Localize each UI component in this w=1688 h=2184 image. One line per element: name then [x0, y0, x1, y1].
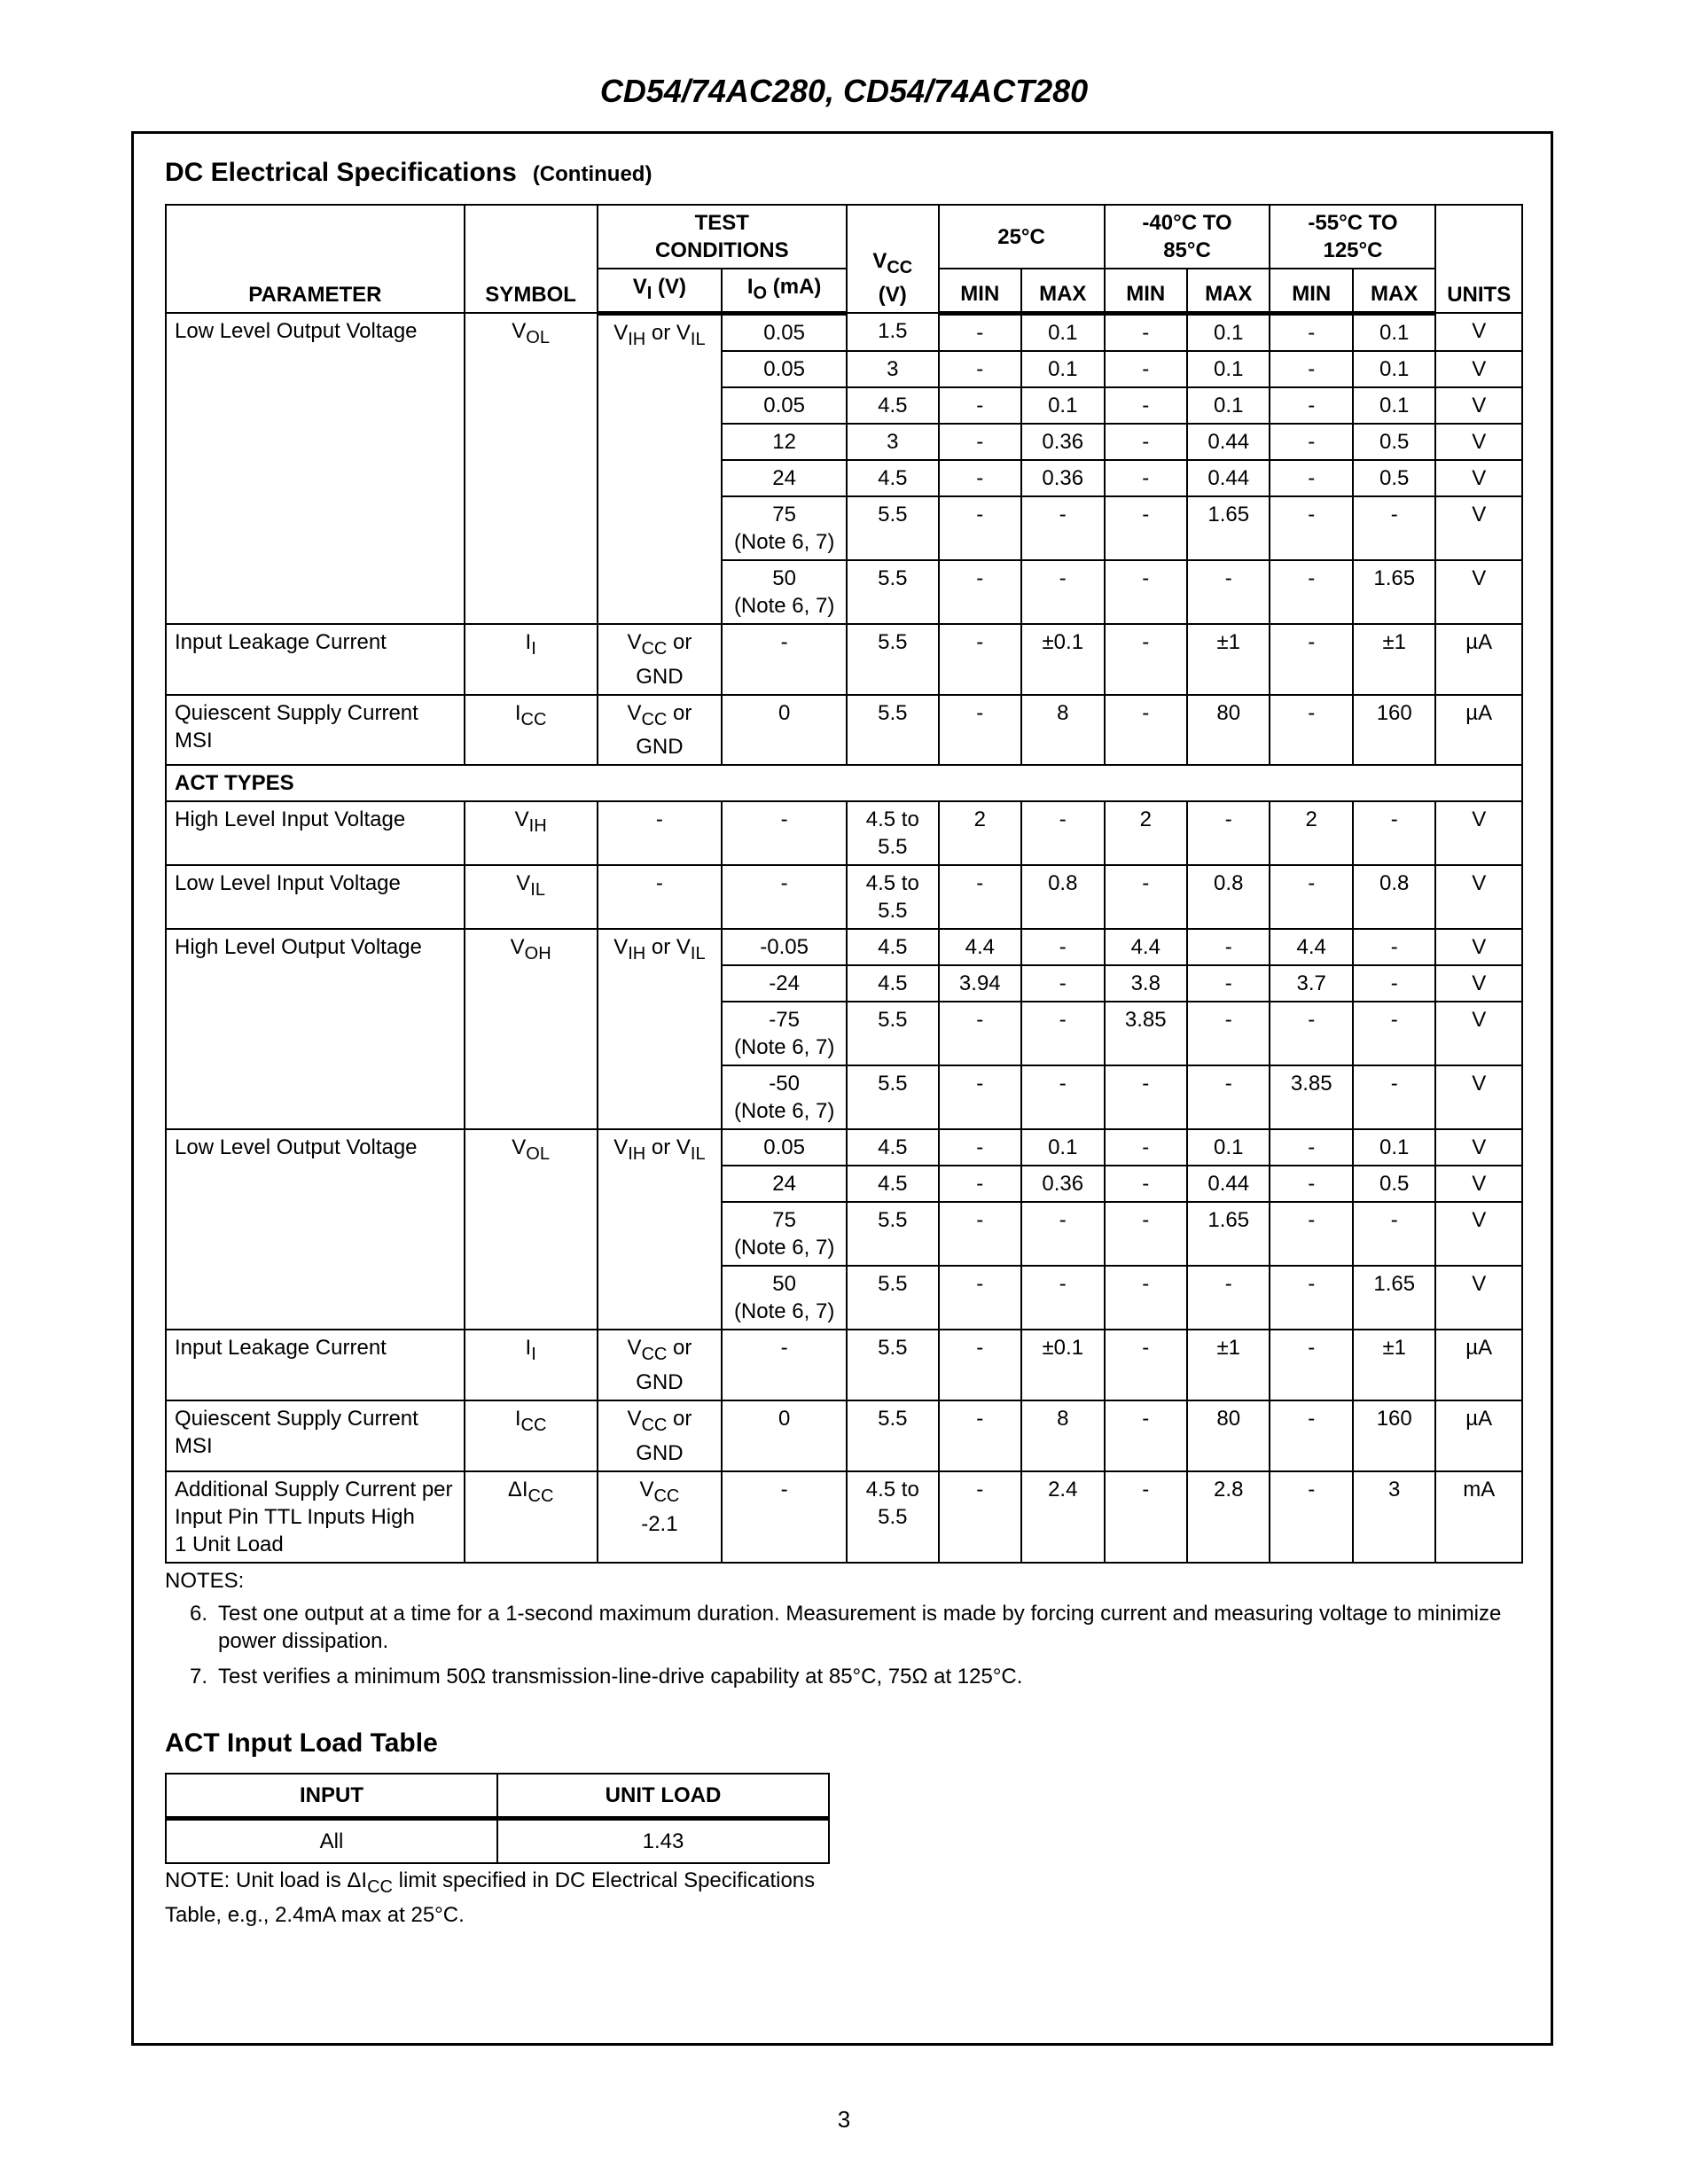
min125-cell: 3.7 — [1270, 965, 1352, 1002]
max125-cell: 1.65 — [1353, 1266, 1435, 1330]
min25-cell: - — [939, 1471, 1021, 1563]
col-max-85: MAX — [1187, 269, 1270, 313]
section-title: DC Electrical Specifications — [165, 158, 517, 187]
note-text: Test one output at a time for a 1-second maximum duration. Measurement is made by forcing current and measuring voltage to minimize power dissipation. — [218, 1602, 1502, 1653]
vcc-cell: 4.5 to 5.5 — [847, 1471, 939, 1563]
max25-cell: 0.36 — [1021, 424, 1104, 460]
col-min-125: MIN — [1270, 269, 1352, 313]
units-cell: V — [1435, 1002, 1522, 1065]
units-cell: V — [1435, 965, 1522, 1002]
min125-cell: - — [1270, 1002, 1352, 1065]
vcc-cell: 5.5 — [847, 1266, 939, 1330]
max25-cell: 0.8 — [1021, 865, 1104, 929]
io-cell: - — [722, 1330, 847, 1400]
vi-cell: $V_{CC}$ or GND — [598, 1330, 723, 1400]
vcc-cell: 5.5 — [847, 1002, 939, 1065]
notes-label: NOTES: — [165, 1569, 245, 1593]
max85-cell: 2.8 — [1187, 1471, 1270, 1563]
symbol-cell: $V_{IL}$ — [465, 865, 598, 929]
min25-cell: - — [939, 1266, 1021, 1330]
io-cell: -50 (Note 6, 7) — [722, 1065, 847, 1129]
input-cell: All — [166, 1819, 497, 1864]
vcc-cell: 4.5 to 5.5 — [847, 801, 939, 865]
io-cell: - — [722, 865, 847, 929]
col-125c: -55°C TO 125°C — [1270, 205, 1435, 269]
units-cell: µA — [1435, 1330, 1522, 1400]
vi-cell: - — [598, 865, 723, 929]
min85-cell: - — [1105, 313, 1187, 351]
col-max-25: MAX — [1021, 269, 1104, 313]
min125-cell: - — [1270, 1166, 1352, 1202]
vcc-cell: 4.5 — [847, 965, 939, 1002]
table-row — [166, 1400, 1522, 1471]
vi-cell: $V_{IH}$ or $V_{IL}$ — [598, 1129, 723, 1330]
vcc-cell: 1.5 — [847, 313, 939, 351]
io-cell: - — [722, 1471, 847, 1563]
max85-cell: - — [1187, 801, 1270, 865]
min85-cell: - — [1105, 424, 1187, 460]
units-cell: mA — [1435, 1471, 1522, 1563]
table-row — [166, 1129, 1522, 1166]
io-cell: -75 (Note 6, 7) — [722, 1002, 847, 1065]
min125-cell: - — [1270, 1266, 1352, 1330]
min125-cell: - — [1270, 1129, 1352, 1166]
act-types-label: ACT TYPES — [166, 765, 1522, 801]
min25-cell: - — [939, 460, 1021, 496]
max125-cell: - — [1353, 1065, 1435, 1129]
min85-cell: 4.4 — [1105, 929, 1187, 965]
units-cell: V — [1435, 424, 1522, 460]
min125-cell: - — [1270, 865, 1352, 929]
max25-cell: 0.1 — [1021, 313, 1104, 351]
table-row — [166, 1330, 1522, 1400]
vcc-cell: 5.5 — [847, 1330, 939, 1400]
symbol-cell: $V_{OL}$ — [465, 313, 598, 624]
min85-cell: - — [1105, 1166, 1187, 1202]
min85-cell: - — [1105, 1471, 1187, 1563]
col-vcc: $V_{CC}$ (V) — [847, 205, 939, 313]
min25-cell: - — [939, 313, 1021, 351]
max25-cell: - — [1021, 1202, 1104, 1266]
min25-cell: - — [939, 387, 1021, 424]
min25-cell: - — [939, 1202, 1021, 1266]
max85-cell: 0.44 — [1187, 1166, 1270, 1202]
max85-cell: ±1 — [1187, 1330, 1270, 1400]
max25-cell: 0.36 — [1021, 460, 1104, 496]
units-cell: V — [1435, 929, 1522, 965]
units-cell: µA — [1435, 624, 1522, 695]
min85-cell: - — [1105, 1202, 1187, 1266]
io-cell: 0.05 — [722, 387, 847, 424]
group-row — [166, 765, 1522, 801]
max85-cell: 80 — [1187, 1400, 1270, 1471]
min125-cell: - — [1270, 460, 1352, 496]
conditions-label: CONDITIONS — [654, 238, 789, 262]
note-7 — [165, 1663, 1530, 1690]
max25-cell: 0.1 — [1021, 1129, 1104, 1166]
min85-cell: - — [1105, 351, 1187, 387]
min125-cell: - — [1270, 387, 1352, 424]
min125-cell: 4.4 — [1270, 929, 1352, 965]
io-cell: 75 (Note 6, 7) — [722, 1202, 847, 1266]
units-cell: V — [1435, 1065, 1522, 1129]
max25-cell: - — [1021, 801, 1104, 865]
symbol-cell: $I_{CC}$ — [465, 695, 598, 766]
io-cell: 24 — [722, 460, 847, 496]
min85-cell: - — [1105, 496, 1187, 560]
vi-cell: $V_{CC}$ -2.1 — [598, 1471, 723, 1563]
max125-cell: ±1 — [1353, 1330, 1435, 1400]
min125-cell: - — [1270, 560, 1352, 624]
min125-cell: - — [1270, 1400, 1352, 1471]
max25-cell: - — [1021, 1266, 1104, 1330]
max25-cell: - — [1021, 929, 1104, 965]
min85-cell: - — [1105, 1129, 1187, 1166]
load-table-note: NOTE: Unit load is $\Delta I_{CC}$ limit specified in DC Electrical Specifications Table, e.g., 2.4mA max at 25°C. — [165, 1868, 816, 1927]
table-row — [166, 313, 1522, 351]
vi-cell: $V_{CC}$ or GND — [598, 1400, 723, 1471]
symbol-cell: $V_{OH}$ — [465, 929, 598, 1129]
max85-cell: - — [1187, 1266, 1270, 1330]
max125-cell: 0.1 — [1353, 1129, 1435, 1166]
units-cell: V — [1435, 496, 1522, 560]
max85-cell: 1.65 — [1187, 1202, 1270, 1266]
max125-cell: - — [1353, 1202, 1435, 1266]
max85-cell: 0.1 — [1187, 1129, 1270, 1166]
symbol-cell: $I_{CC}$ — [465, 1400, 598, 1471]
table-row — [166, 801, 1522, 865]
io-cell: 50 (Note 6, 7) — [722, 560, 847, 624]
param-cell: Low Level Output Voltage — [166, 1129, 465, 1330]
table-row — [166, 1471, 1522, 1563]
max85-cell: 1.65 — [1187, 496, 1270, 560]
section-heading — [165, 158, 652, 188]
param-cell: Low Level Input Voltage — [166, 865, 465, 929]
document-title: CD54/74AC280, CD54/74ACT280 — [599, 73, 1089, 109]
min85-cell: - — [1105, 1330, 1187, 1400]
max25-cell: - — [1021, 496, 1104, 560]
min85-cell: - — [1105, 560, 1187, 624]
min85-cell: - — [1105, 624, 1187, 695]
min85-cell: - — [1105, 695, 1187, 766]
col-85c: -40°C TO 85°C — [1105, 205, 1270, 269]
max125-cell: 0.5 — [1353, 1166, 1435, 1202]
units-cell: V — [1435, 387, 1522, 424]
vcc-cell: 5.5 — [847, 695, 939, 766]
max85-cell: ±1 — [1187, 624, 1270, 695]
table-row — [166, 929, 1522, 965]
units-cell: V — [1435, 865, 1522, 929]
min85-cell: - — [1105, 1400, 1187, 1471]
col-test-conditions — [598, 205, 847, 269]
vi-cell: $V_{IH}$ or $V_{IL}$ — [598, 313, 723, 624]
note-number: 7. — [189, 1665, 207, 1689]
units-cell: µA — [1435, 1400, 1522, 1471]
max125-cell: 0.1 — [1353, 387, 1435, 424]
io-cell: - — [722, 624, 847, 695]
unit-load-cell: 1.43 — [497, 1819, 829, 1864]
max125-cell: 1.65 — [1353, 560, 1435, 624]
max85-cell: 0.8 — [1187, 865, 1270, 929]
vcc-cell: 5.5 — [847, 1065, 939, 1129]
io-cell: 0.05 — [722, 1129, 847, 1166]
min125-cell: 2 — [1270, 801, 1352, 865]
min25-cell: - — [939, 424, 1021, 460]
max125-cell: - — [1353, 965, 1435, 1002]
input-load-table — [165, 1773, 830, 1864]
load-header-row — [166, 1774, 829, 1819]
col-min-85: MIN — [1105, 269, 1187, 313]
vcc-cell: 3 — [847, 424, 939, 460]
min85-cell: 2 — [1105, 801, 1187, 865]
max85-cell: 0.1 — [1187, 351, 1270, 387]
max85-cell: - — [1187, 929, 1270, 965]
units-cell: V — [1435, 313, 1522, 351]
units-cell: V — [1435, 1166, 1522, 1202]
vcc-cell: 5.5 — [847, 496, 939, 560]
max125-cell: - — [1353, 929, 1435, 965]
max25-cell: - — [1021, 1002, 1104, 1065]
vcc-cell: 4.5 — [847, 1129, 939, 1166]
min85-cell: - — [1105, 460, 1187, 496]
col-25c: 25°C — [939, 205, 1105, 269]
min25-cell: 2 — [939, 801, 1021, 865]
min125-cell: - — [1270, 351, 1352, 387]
vcc-cell: 4.5 — [847, 387, 939, 424]
min25-cell: - — [939, 1166, 1021, 1202]
max25-cell: - — [1021, 965, 1104, 1002]
io-cell: 0.05 — [722, 351, 847, 387]
min125-cell: - — [1270, 1471, 1352, 1563]
min25-cell: - — [939, 624, 1021, 695]
min25-cell: - — [939, 1129, 1021, 1166]
max125-cell: - — [1353, 1002, 1435, 1065]
note-number: 6. — [189, 1602, 207, 1626]
col-input: INPUT — [166, 1774, 497, 1819]
max125-cell: 3 — [1353, 1471, 1435, 1563]
max85-cell: - — [1187, 1065, 1270, 1129]
max125-cell: 0.5 — [1353, 460, 1435, 496]
note-6 — [165, 1600, 1530, 1655]
vcc-cell: 5.5 — [847, 1202, 939, 1266]
io-cell: 0 — [722, 695, 847, 766]
io-cell: 0.05 — [722, 313, 847, 351]
max85-cell: - — [1187, 965, 1270, 1002]
units-cell: V — [1435, 351, 1522, 387]
max125-cell: ±1 — [1353, 624, 1435, 695]
min25-cell: - — [939, 560, 1021, 624]
notes-block — [165, 1567, 1530, 1698]
table-row — [166, 1819, 829, 1864]
max125-cell: 0.8 — [1353, 865, 1435, 929]
units-cell: V — [1435, 1202, 1522, 1266]
max85-cell: 0.44 — [1187, 460, 1270, 496]
io-cell: 50 (Note 6, 7) — [722, 1266, 847, 1330]
col-vi: $V_I$ (V) — [598, 269, 723, 313]
units-cell: V — [1435, 1266, 1522, 1330]
vcc-cell: 4.5 — [847, 929, 939, 965]
max85-cell: - — [1187, 1002, 1270, 1065]
symbol-cell: $V_{IH}$ — [465, 801, 598, 865]
min25-cell: - — [939, 695, 1021, 766]
page-number: 3 — [837, 2106, 851, 2133]
max25-cell: 0.1 — [1021, 351, 1104, 387]
vcc-cell: 5.5 — [847, 624, 939, 695]
table-row — [166, 695, 1522, 766]
min85-cell: - — [1105, 1266, 1187, 1330]
min125-cell: - — [1270, 313, 1352, 351]
param-cell: High Level Output Voltage — [166, 929, 465, 1129]
param-cell: Low Level Output Voltage — [166, 313, 465, 624]
vi-cell: $V_{IH}$ or $V_{IL}$ — [598, 929, 723, 1129]
max25-cell: 2.4 — [1021, 1471, 1104, 1563]
param-cell: Additional Supply Current per Input Pin TTL Inputs High 1 Unit Load — [166, 1471, 465, 1563]
min25-cell: - — [939, 351, 1021, 387]
vi-cell: - — [598, 801, 723, 865]
units-cell: µA — [1435, 695, 1522, 766]
min25-cell: - — [939, 1002, 1021, 1065]
max25-cell: 8 — [1021, 695, 1104, 766]
min85-cell: - — [1105, 387, 1187, 424]
header-row — [166, 205, 1522, 269]
min125-cell: - — [1270, 1330, 1352, 1400]
max25-cell: 8 — [1021, 1400, 1104, 1471]
io-cell: 75 (Note 6, 7) — [722, 496, 847, 560]
min25-cell: - — [939, 1330, 1021, 1400]
vcc-cell: 5.5 — [847, 1400, 939, 1471]
min25-cell: - — [939, 865, 1021, 929]
min85-cell: - — [1105, 1065, 1187, 1129]
min125-cell: 3.85 — [1270, 1065, 1352, 1129]
max25-cell: 0.1 — [1021, 387, 1104, 424]
max25-cell: 0.36 — [1021, 1166, 1104, 1202]
param-cell: Quiescent Supply Current MSI — [166, 695, 465, 766]
max25-cell: - — [1021, 560, 1104, 624]
max125-cell: 160 — [1353, 1400, 1435, 1471]
table-row — [166, 624, 1522, 695]
io-cell: -0.05 — [722, 929, 847, 965]
max125-cell: 0.5 — [1353, 424, 1435, 460]
max125-cell: 0.1 — [1353, 313, 1435, 351]
units-cell: V — [1435, 560, 1522, 624]
test-label: TEST — [694, 211, 749, 235]
symbol-cell: $I_I$ — [465, 624, 598, 695]
io-cell: -24 — [722, 965, 847, 1002]
min125-cell: - — [1270, 424, 1352, 460]
col-min-25: MIN — [939, 269, 1021, 313]
units-cell: V — [1435, 801, 1522, 865]
col-max-125: MAX — [1353, 269, 1435, 313]
min85-cell: 3.85 — [1105, 1002, 1187, 1065]
max25-cell: - — [1021, 1065, 1104, 1129]
io-cell: 24 — [722, 1166, 847, 1202]
col-parameter: PARAMETER — [166, 205, 465, 313]
max85-cell: 0.1 — [1187, 313, 1270, 351]
col-io: $I_O$ (mA) — [722, 269, 847, 313]
max85-cell: 0.44 — [1187, 424, 1270, 460]
continued-label: (Continued) — [532, 162, 653, 186]
symbol-cell: $I_I$ — [465, 1330, 598, 1400]
note-text: Test verifies a minimum 50Ω transmission-line-drive capability at 85°C, 75Ω at 125°C. — [218, 1665, 1023, 1689]
max25-cell: ±0.1 — [1021, 1330, 1104, 1400]
param-cell: Input Leakage Current — [166, 1330, 465, 1400]
vi-cell: $V_{CC}$ or GND — [598, 624, 723, 695]
max125-cell: - — [1353, 801, 1435, 865]
param-cell: Input Leakage Current — [166, 624, 465, 695]
table-row — [166, 865, 1522, 929]
vcc-cell: 5.5 — [847, 560, 939, 624]
vi-cell: $V_{CC}$ or GND — [598, 695, 723, 766]
vcc-cell: 3 — [847, 351, 939, 387]
vcc-cell: 4.5 — [847, 460, 939, 496]
min25-cell: 3.94 — [939, 965, 1021, 1002]
min125-cell: - — [1270, 695, 1352, 766]
units-cell: V — [1435, 1129, 1522, 1166]
col-unit-load: UNIT LOAD — [497, 1774, 829, 1819]
col-units: UNITS — [1435, 205, 1522, 313]
units-cell: V — [1435, 460, 1522, 496]
min25-cell: - — [939, 1065, 1021, 1129]
max85-cell: 0.1 — [1187, 387, 1270, 424]
param-cell: Quiescent Supply Current MSI — [166, 1400, 465, 1471]
max85-cell: 80 — [1187, 695, 1270, 766]
max25-cell: ±0.1 — [1021, 624, 1104, 695]
io-cell: - — [722, 801, 847, 865]
io-cell: 0 — [722, 1400, 847, 1471]
max85-cell: - — [1187, 560, 1270, 624]
min125-cell: - — [1270, 624, 1352, 695]
vcc-cell: 4.5 to 5.5 — [847, 865, 939, 929]
min25-cell: - — [939, 496, 1021, 560]
symbol-cell: $V_{OL}$ — [465, 1129, 598, 1330]
vcc-cell: 4.5 — [847, 1166, 939, 1202]
max125-cell: 160 — [1353, 695, 1435, 766]
max125-cell: - — [1353, 496, 1435, 560]
symbol-cell: $\Delta I_{CC}$ — [465, 1471, 598, 1563]
dc-spec-table — [165, 204, 1523, 1564]
min25-cell: - — [939, 1400, 1021, 1471]
min125-cell: - — [1270, 1202, 1352, 1266]
min85-cell: 3.8 — [1105, 965, 1187, 1002]
max125-cell: 0.1 — [1353, 351, 1435, 387]
col-symbol: SYMBOL — [465, 205, 598, 313]
param-cell: High Level Input Voltage — [166, 801, 465, 865]
min25-cell: 4.4 — [939, 929, 1021, 965]
min85-cell: - — [1105, 865, 1187, 929]
io-cell: 12 — [722, 424, 847, 460]
min125-cell: - — [1270, 496, 1352, 560]
load-table-title: ACT Input Load Table — [165, 1728, 438, 1758]
